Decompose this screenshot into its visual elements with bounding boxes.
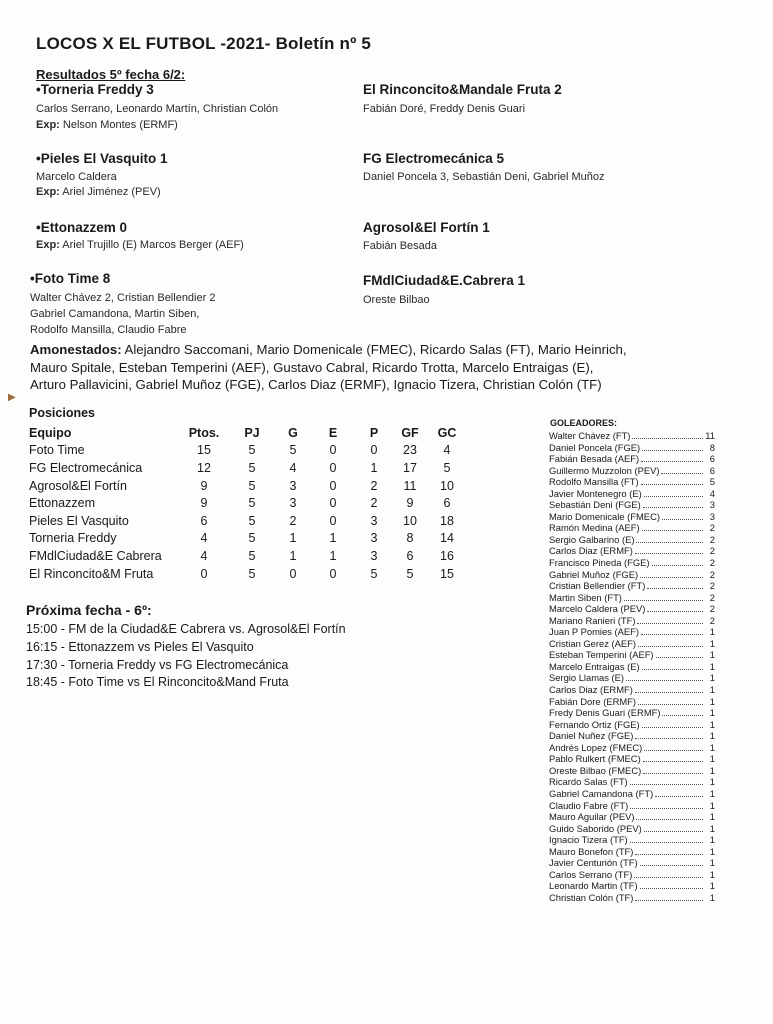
- scorer-name: Christian Colón (TF): [549, 891, 634, 903]
- cell-team-name: Foto Time: [29, 443, 85, 458]
- cell-team-name: FMdlCiudad&E Cabrera: [29, 548, 162, 563]
- cell-goals-for: 17: [403, 460, 417, 475]
- scorer-goals: 6: [709, 453, 715, 465]
- scorer-name: Carlos Diaz (ERMF): [549, 545, 633, 557]
- scorer-name: Martin Siben (FT): [549, 591, 622, 603]
- cell-goals-for: 9: [406, 496, 414, 511]
- dot-leader: [655, 795, 703, 797]
- scorer-goals: 1: [709, 626, 715, 638]
- scorer-goals: 1: [709, 672, 715, 684]
- cell-goals-for: 10: [403, 513, 417, 528]
- scorer-goals: 1: [709, 834, 715, 846]
- scorer-line: Carlos Serrano, Leonardo Martín, Christian Colón: [36, 103, 279, 115]
- cell-goals-against: 6: [443, 496, 451, 511]
- scorer-goals: 1: [709, 880, 715, 892]
- dot-leader: [640, 576, 703, 578]
- scorer-goals: 11: [705, 430, 715, 441]
- match-4-home-scorers: [30, 290, 215, 338]
- scorer-goals: 1: [709, 695, 715, 707]
- yellow-cards-section: [30, 341, 760, 394]
- list-item: [549, 684, 715, 696]
- standings-title: Posiciones: [29, 406, 95, 420]
- table-row: [29, 477, 467, 495]
- cell-drawn: 1: [329, 548, 337, 563]
- standings-table: [29, 424, 467, 582]
- scorer-name: Cristian Bellendier (FT): [549, 580, 646, 592]
- cell-goals-for: 5: [406, 566, 414, 581]
- cell-goals-against: 14: [440, 531, 454, 546]
- fixture-item: 18:45 - Foto Time vs El Rinconcito&Mand Fruta: [26, 675, 289, 690]
- cell-goals-for: 23: [403, 443, 417, 458]
- dot-leader: [642, 668, 703, 670]
- dot-leader: [630, 841, 703, 843]
- dot-leader: [641, 633, 703, 635]
- scorer-name: Daniel Nuñez (FGE): [549, 730, 634, 742]
- cell-goals-against: 16: [440, 548, 454, 563]
- scorer-name: Javier Montenegro (E): [549, 487, 642, 499]
- list-item: [549, 476, 715, 488]
- cell-lost: 1: [370, 460, 378, 475]
- cell-goals-against: 4: [443, 443, 451, 458]
- scorer-name: Javier Centurión (TF): [549, 857, 638, 869]
- cell-won: 1: [289, 531, 297, 546]
- scorer-name: Rodolfo Mansilla (FT): [549, 476, 639, 488]
- scorer-goals: 1: [709, 637, 715, 649]
- match-4-away-team: FMdlCiudad&E.Cabrera 1: [363, 273, 526, 288]
- list-item: [549, 465, 715, 477]
- col-header-lost: P: [369, 425, 379, 440]
- scorer-goals: 1: [709, 776, 715, 788]
- scorer-goals: 2: [709, 603, 715, 615]
- bulletin-title: LOCOS X EL FUTBOL -2021- Boletín nº 5: [36, 34, 372, 53]
- next-round-list: [26, 621, 346, 692]
- scorer-goals: 4: [709, 487, 715, 499]
- list-item: [549, 880, 715, 892]
- list-item: [549, 730, 715, 742]
- scorer-goals: 2: [709, 522, 715, 534]
- scorer-name: Marcelo Caldera (PEV): [549, 603, 646, 615]
- scorer-goals: 1: [709, 707, 715, 719]
- list-item: [549, 753, 715, 765]
- list-item: [549, 857, 715, 869]
- scorer-name: Ignacio Tizera (TF): [549, 834, 628, 846]
- scorer-goals: 1: [709, 857, 715, 869]
- match-1-away-scorers: [363, 101, 525, 117]
- scorer-goals: 1: [709, 764, 715, 776]
- scorer-line: Fabián Doré, Freddy Denis Guari: [363, 103, 526, 115]
- scorer-name: Fabián Dore (ERMF): [549, 695, 636, 707]
- scorer-name: Ramón Medina (AEF): [549, 522, 640, 534]
- cell-lost: 2: [370, 496, 378, 511]
- scorer-name: Francisco Pineda (FGE): [549, 557, 650, 569]
- cell-played: 5: [248, 443, 256, 458]
- cell-drawn: 0: [329, 566, 337, 581]
- dot-leader: [644, 830, 703, 832]
- scorer-name: Pablo Rulkert (FMEC): [549, 753, 641, 765]
- results-heading: Resultados 5º fecha 6/2:: [36, 67, 186, 82]
- dot-leader: [638, 645, 703, 647]
- match-4-away-scorers: [363, 292, 430, 308]
- scorer-goals: 1: [709, 822, 715, 834]
- table-row: [29, 442, 467, 460]
- list-item: [549, 776, 715, 788]
- scorer-goals: 6: [709, 464, 715, 476]
- scorer-name: Oreste Bilbao (FMEC): [549, 764, 642, 776]
- scorer-goals: 1: [709, 684, 715, 696]
- list-item: [549, 499, 715, 511]
- scorer-name: Sebastián Deni (FGE): [549, 499, 641, 511]
- cell-won: 1: [289, 548, 297, 563]
- cell-played: 5: [248, 496, 256, 511]
- cell-played: 5: [248, 548, 256, 563]
- dot-leader: [641, 483, 703, 485]
- cell-played: 5: [248, 531, 256, 546]
- list-item: [549, 522, 715, 534]
- dot-leader: [635, 853, 703, 855]
- cell-team-name: El Rinconcito&M Fruta: [29, 566, 154, 581]
- cell-lost: 5: [370, 566, 378, 581]
- list-item: [549, 661, 715, 673]
- match-1-home-team: •Torneria Freddy 3: [36, 82, 154, 97]
- fixture-item: 16:15 - Ettonazzem vs Pieles El Vasquito: [26, 639, 254, 654]
- scorer-line: Fabián Besada: [363, 240, 437, 252]
- scorer-name: Fabián Besada (AEF): [549, 453, 640, 465]
- dot-leader: [624, 599, 703, 601]
- yellow-cards-line: Mauro Spitale, Esteban Temperini (AEF), Gustavo Cabral, Ricardo Trotta, Marcelo Entraigas (E),: [30, 359, 594, 375]
- cell-played: 5: [248, 460, 256, 475]
- cell-team-name: Torneria Freddy: [29, 531, 117, 546]
- list-item: [549, 846, 715, 858]
- cell-team-name: Ettonazzem: [29, 496, 96, 511]
- match-2-expulsions: [36, 186, 161, 198]
- cell-points: 0: [200, 566, 208, 581]
- cell-lost: 2: [370, 478, 378, 493]
- list-item: [549, 557, 715, 569]
- scorer-name: Guillermo Muzzolon (PEV): [549, 464, 660, 476]
- col-header-goals-against: GC: [437, 425, 457, 440]
- match-2-home-team: •Pieles El Vasquito 1: [36, 151, 168, 166]
- scorer-goals: 2: [709, 557, 715, 569]
- scorer-goals: 1: [709, 660, 715, 672]
- standings-header-row: [29, 424, 467, 442]
- dot-leader: [642, 726, 703, 728]
- margin-mark-icon: ▶: [8, 392, 16, 403]
- dot-leader: [641, 460, 703, 462]
- dot-leader: [635, 691, 703, 693]
- dot-leader: [647, 610, 703, 612]
- scorer-goals: 1: [709, 649, 715, 661]
- list-item: [549, 488, 715, 500]
- dot-leader: [644, 495, 703, 497]
- dot-leader: [636, 541, 703, 543]
- scorer-line: Rodolfo Mansilla, Claudio Fabre: [30, 324, 187, 336]
- cell-lost: 3: [370, 531, 378, 546]
- list-item: [549, 638, 715, 650]
- scorer-goals: 3: [709, 499, 715, 511]
- list-item: [549, 800, 715, 812]
- match-2-away-team: FG Electromecánica 5: [363, 151, 505, 166]
- yellow-cards-players: Alejandro Saccomani, Mario Domenicale (FMEC), Ricardo Salas (FT), Mario Heinrich,: [121, 342, 627, 357]
- list-item: [549, 615, 715, 627]
- fixture-item: 17:30 - Torneria Freddy vs FG Electromecánica: [26, 657, 289, 672]
- scorer-line: Oreste Bilbao: [363, 294, 430, 306]
- scorer-goals: 2: [709, 533, 715, 545]
- dot-leader: [637, 622, 703, 624]
- scorer-name: Sergio Llamas (E): [549, 672, 625, 684]
- list-item: [549, 672, 715, 684]
- match-2-home-scorers: [36, 169, 117, 185]
- dot-leader: [647, 587, 703, 589]
- table-row: [29, 565, 467, 583]
- scorer-name: Fredy Denis Guari (ERMF): [549, 707, 661, 719]
- scorer-name: Andrés Lopez (FMEC): [549, 741, 643, 753]
- scorer-name: Cristian Gerez (AEF): [549, 637, 636, 649]
- cell-drawn: 0: [329, 443, 337, 458]
- top-scorers-title: GOLEADORES:: [550, 418, 618, 428]
- scorer-goals: 5: [709, 476, 715, 488]
- fixture-item: 15:00 - FM de la Ciudad&E Cabrera vs. Agrosol&El Fortín: [26, 622, 346, 636]
- list-item: [549, 511, 715, 523]
- list-item: [549, 811, 715, 823]
- scorer-line: Walter Chávez 2, Cristian Bellendier 2: [30, 292, 216, 304]
- scorer-name: Mauro Bonefon (TF): [549, 845, 634, 857]
- dot-leader: [643, 760, 703, 762]
- scorer-line: Marcelo Caldera: [36, 171, 117, 183]
- top-scorers-list: [549, 430, 715, 903]
- dot-leader: [642, 529, 703, 531]
- table-row: [29, 530, 467, 548]
- cell-drawn: 0: [329, 513, 337, 528]
- list-item: [549, 603, 715, 615]
- dot-leader: [662, 518, 703, 520]
- list-item: [549, 834, 715, 846]
- dot-leader: [635, 737, 703, 739]
- cell-played: 5: [248, 513, 256, 528]
- cell-won: 3: [289, 496, 297, 511]
- cell-goals-against: 18: [440, 513, 454, 528]
- scorer-goals: 1: [709, 799, 715, 811]
- col-header-team: Equipo: [29, 425, 72, 440]
- yellow-cards-line: Arturo Pallavicini, Gabriel Muñoz (FGE), Carlos Diaz (ERMF), Ignacio Tizera, Christian Colón (TF): [30, 377, 602, 392]
- dot-leader: [640, 864, 703, 866]
- scorer-goals: 1: [709, 718, 715, 730]
- dot-leader: [635, 899, 703, 901]
- list-item: [549, 696, 715, 708]
- scorer-goals: 1: [709, 811, 715, 823]
- scorer-goals: 1: [709, 891, 715, 903]
- scorer-goals: 2: [709, 580, 715, 592]
- match-3-away-scorers: [363, 238, 437, 254]
- cell-lost: 3: [370, 548, 378, 563]
- cell-points: 9: [200, 478, 208, 493]
- list-item: [549, 430, 715, 442]
- match-1-expulsions: [36, 119, 178, 131]
- scorer-goals: 1: [709, 845, 715, 857]
- scorer-goals: 2: [709, 614, 715, 626]
- table-row: [29, 547, 467, 565]
- cell-points: 4: [200, 548, 208, 563]
- match-4-home-team: •Foto Time 8: [30, 271, 111, 286]
- cell-won: 5: [289, 443, 297, 458]
- scorer-name: Carlos Diaz (ERMF): [549, 684, 633, 696]
- scorer-goals: 1: [709, 787, 715, 799]
- list-item: [549, 592, 715, 604]
- scorer-name: Marcelo Entraigas (E): [549, 660, 640, 672]
- cell-drawn: 0: [329, 460, 337, 475]
- scorer-name: Sergio Galbarino (E): [549, 533, 635, 545]
- cell-goals-against: 5: [443, 460, 451, 475]
- scorer-line: Daniel Poncela 3, Sebastián Deni, Gabriel Muñoz: [363, 171, 605, 183]
- scorer-goals: 2: [709, 545, 715, 557]
- scorer-name: Mariano Ranieri (TF): [549, 614, 636, 626]
- scorer-name: Mauro Aguilar (PEV): [549, 811, 635, 823]
- cell-points: 9: [200, 496, 208, 511]
- list-item: [549, 649, 715, 661]
- scorer-name: Gabriel Camandona (FT): [549, 787, 654, 799]
- match-3-home-team: •Ettonazzem 0: [36, 220, 127, 235]
- table-row: [29, 459, 467, 477]
- list-item: [549, 442, 715, 454]
- dot-leader: [644, 749, 703, 751]
- list-item: [549, 742, 715, 754]
- match-1-away-team: El Rinconcito&Mandale Fruta 2: [363, 82, 562, 97]
- scorer-name: Leonardo Martin (TF): [549, 880, 638, 892]
- dot-leader: [662, 714, 703, 716]
- standings-body: [29, 442, 467, 583]
- scorer-name: Esteban Temperini (AEF): [549, 649, 654, 661]
- cell-goals-for: 11: [403, 478, 417, 493]
- list-item: [549, 626, 715, 638]
- scorer-name: Claudio Fabre (FT): [549, 799, 629, 811]
- dot-leader: [630, 807, 703, 809]
- list-item: [549, 892, 715, 904]
- scorer-goals: 1: [709, 730, 715, 742]
- cell-played: 5: [248, 566, 256, 581]
- cell-played: 5: [248, 478, 256, 493]
- scorer-name: Juan P Pomies (AEF): [549, 626, 639, 638]
- col-header-played: PJ: [244, 425, 260, 440]
- list-item: [549, 569, 715, 581]
- dot-leader: [656, 656, 703, 658]
- table-row: [29, 494, 467, 512]
- exp-label: Exp:: [36, 119, 60, 131]
- scorer-goals: 8: [709, 441, 715, 453]
- dot-leader: [652, 564, 703, 566]
- exp-players: Ariel Jiménez (PEV): [62, 186, 161, 198]
- cell-won: 0: [289, 566, 297, 581]
- cell-team-name: Agrosol&El Fortín: [29, 478, 127, 493]
- list-item: [549, 534, 715, 546]
- match-3-away-team: Agrosol&El Fortín 1: [363, 220, 490, 235]
- next-round-title: Próxima fecha - 6º:: [26, 602, 152, 618]
- dot-leader: [634, 876, 703, 878]
- list-item: [549, 869, 715, 881]
- cell-won: 3: [289, 478, 297, 493]
- dot-leader: [632, 437, 703, 439]
- dot-leader: [642, 449, 703, 451]
- col-header-goals-for: GF: [401, 425, 419, 440]
- dot-leader: [626, 679, 703, 681]
- list-item: [549, 823, 715, 835]
- cell-goals-against: 15: [440, 566, 454, 581]
- yellow-cards-line: [30, 341, 760, 359]
- col-header-won: G: [288, 425, 298, 440]
- list-item: [549, 765, 715, 777]
- list-item: [549, 453, 715, 465]
- scorer-name: Ricardo Salas (FT): [549, 776, 628, 788]
- cell-lost: 0: [370, 443, 378, 458]
- dot-leader: [661, 472, 703, 474]
- cell-drawn: 1: [329, 531, 337, 546]
- dot-leader: [643, 506, 703, 508]
- exp-label: Exp:: [36, 239, 60, 251]
- cell-won: 4: [289, 460, 297, 475]
- dot-leader: [630, 783, 703, 785]
- scorer-goals: 1: [709, 753, 715, 765]
- cell-team-name: Pieles El Vasquito: [29, 513, 129, 528]
- cell-points: 15: [197, 443, 211, 458]
- scorer-name: Gabriel Muñoz (FGE): [549, 568, 639, 580]
- col-header-points: Ptos.: [188, 425, 220, 440]
- cell-points: 4: [200, 531, 208, 546]
- scorer-goals: 3: [709, 510, 715, 522]
- match-3-expulsions: [36, 239, 244, 251]
- dot-leader: [643, 772, 703, 774]
- scorer-name: Fernando Ortiz (FGE): [549, 718, 640, 730]
- cell-points: 6: [200, 513, 208, 528]
- cell-drawn: 0: [329, 496, 337, 511]
- yellow-cards-label: Amonestados:: [30, 342, 122, 357]
- exp-players: Ariel Trujillo (E) Marcos Berger (AEF): [62, 239, 244, 251]
- table-row: [29, 512, 467, 530]
- scorer-name: Daniel Poncela (FGE): [549, 441, 641, 453]
- scorer-name: Mario Domenicale (FMEC): [549, 510, 660, 522]
- list-item: [549, 707, 715, 719]
- cell-goals-against: 10: [440, 478, 454, 493]
- cell-goals-for: 8: [406, 531, 414, 546]
- scorer-name: Walter Chávez (FT): [549, 430, 631, 441]
- col-header-drawn: E: [328, 425, 338, 440]
- scorer-goals: 2: [709, 568, 715, 580]
- scorer-name: Carlos Serrano (TF): [549, 868, 633, 880]
- cell-goals-for: 6: [406, 548, 414, 563]
- match-1-home-scorers: [36, 101, 278, 117]
- scorer-goals: 2: [709, 591, 715, 603]
- dot-leader: [636, 818, 703, 820]
- dot-leader: [635, 552, 703, 554]
- dot-leader: [640, 887, 703, 889]
- exp-players: Nelson Montes (ERMF): [62, 119, 178, 131]
- list-item: [549, 580, 715, 592]
- cell-won: 2: [289, 513, 297, 528]
- list-item: [549, 788, 715, 800]
- dot-leader: [638, 703, 703, 705]
- scorer-name: Guido Saborido (PEV): [549, 822, 642, 834]
- cell-lost: 3: [370, 513, 378, 528]
- list-item: [549, 719, 715, 731]
- scorer-goals: 1: [709, 868, 715, 880]
- scorer-goals: 1: [709, 741, 715, 753]
- list-item: [549, 545, 715, 557]
- exp-label: Exp:: [36, 186, 60, 198]
- cell-team-name: FG Electromecánica: [29, 460, 143, 475]
- cell-points: 12: [197, 460, 211, 475]
- cell-drawn: 0: [329, 478, 337, 493]
- scorer-line: Gabriel Camandona, Martin Siben,: [30, 308, 200, 320]
- match-2-away-scorers: [363, 169, 605, 185]
